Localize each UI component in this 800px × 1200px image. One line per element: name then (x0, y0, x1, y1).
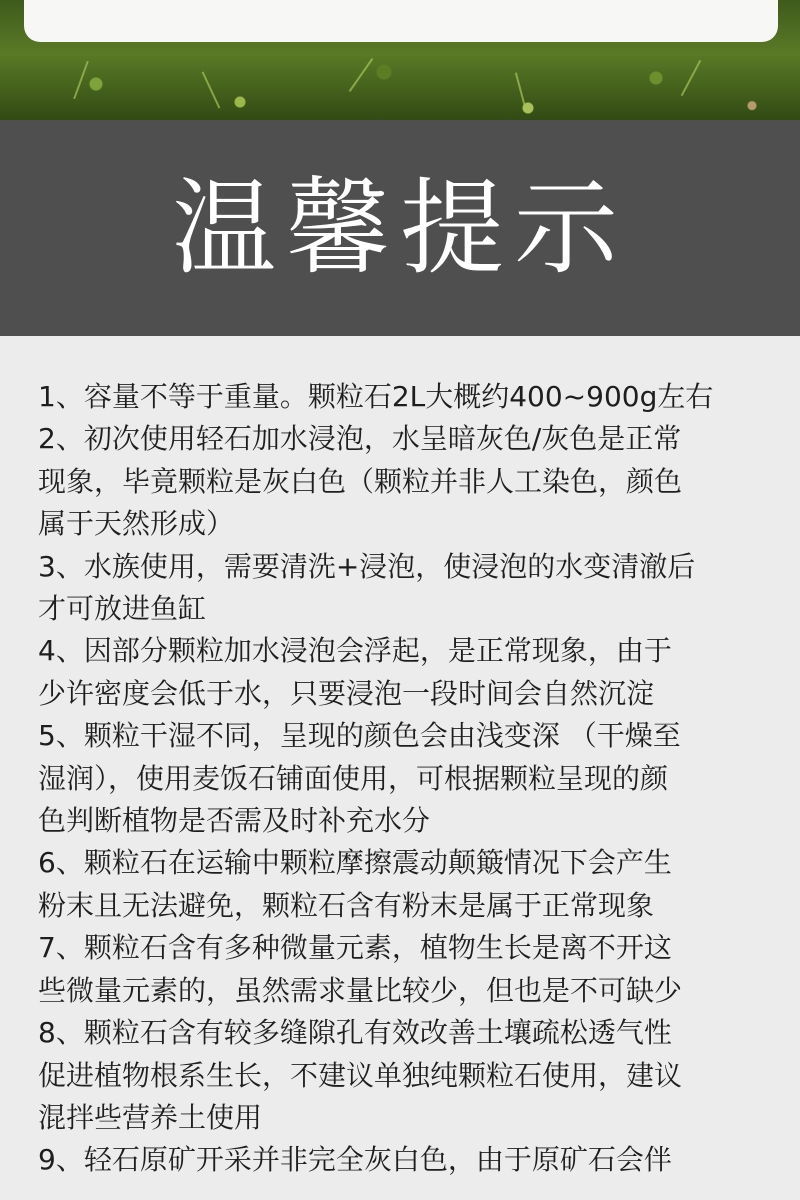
tips-list (38, 376, 778, 1182)
tip-line: 促进植物根系生长，不建议单独纯颗粒石使用，建议 (38, 1058, 683, 1092)
tip-line: 色判断植物是否需及时补充水分 (38, 804, 431, 838)
tip-line: 少许密度会低于水，只要浸泡一段时间会自然沉淀 (38, 676, 655, 710)
tip-line: 粉末且无法避免，颗粒石含有粉末是属于正常现象 (38, 888, 655, 922)
tip-line: 1、容量不等于重量。颗粒石2L大概约400~900g左右 (38, 380, 714, 413)
title-banner (0, 120, 800, 336)
tip-line: 2、初次使用轻石加水浸泡，水呈暗灰色/灰色是正常 (38, 422, 682, 456)
tip-line: 才可放进鱼缸 (38, 592, 207, 626)
tip-line: 7、颗粒石含有多种微量元素，植物生长是离不开这 (38, 931, 672, 965)
tip-line: 5、颗粒干湿不同，呈现的颜色会由浅变深 （干燥至 (38, 719, 681, 753)
tip-line: 3、水族使用，需要清洗+浸泡，使浸泡的水变清澈后 (38, 549, 696, 583)
tip-line: 8、颗粒石含有较多缝隙孔有效改善土壤疏松透气性 (38, 1016, 672, 1050)
tip-line: 混拌些营养土使用 (38, 1100, 263, 1134)
page-title: 温馨提示 (171, 167, 628, 289)
tip-line: 4、因部分颗粒加水浸泡会浮起，是正常现象，由于 (38, 634, 672, 668)
tip-line: 些微量元素的，虽然需求量比较少，但也是不可缺少 (38, 973, 683, 1007)
tip-line: 6、颗粒石在运输中颗粒摩擦震动颠簸情况下会产生 (38, 846, 672, 880)
top-card-bottom-edge (24, 0, 778, 42)
tip-line: 湿润），使用麦饭石铺面使用，可根据颗粒呈现的颜 (38, 761, 669, 795)
tip-line: 现象，毕竟颗粒是灰白色（颗粒并非人工染色，颜色 (38, 464, 683, 498)
tip-line: 属于天然形成） (38, 507, 235, 541)
tip-line: 9、轻石原矿开采并非完全灰白色，由于原矿石会伴 (38, 1143, 672, 1177)
